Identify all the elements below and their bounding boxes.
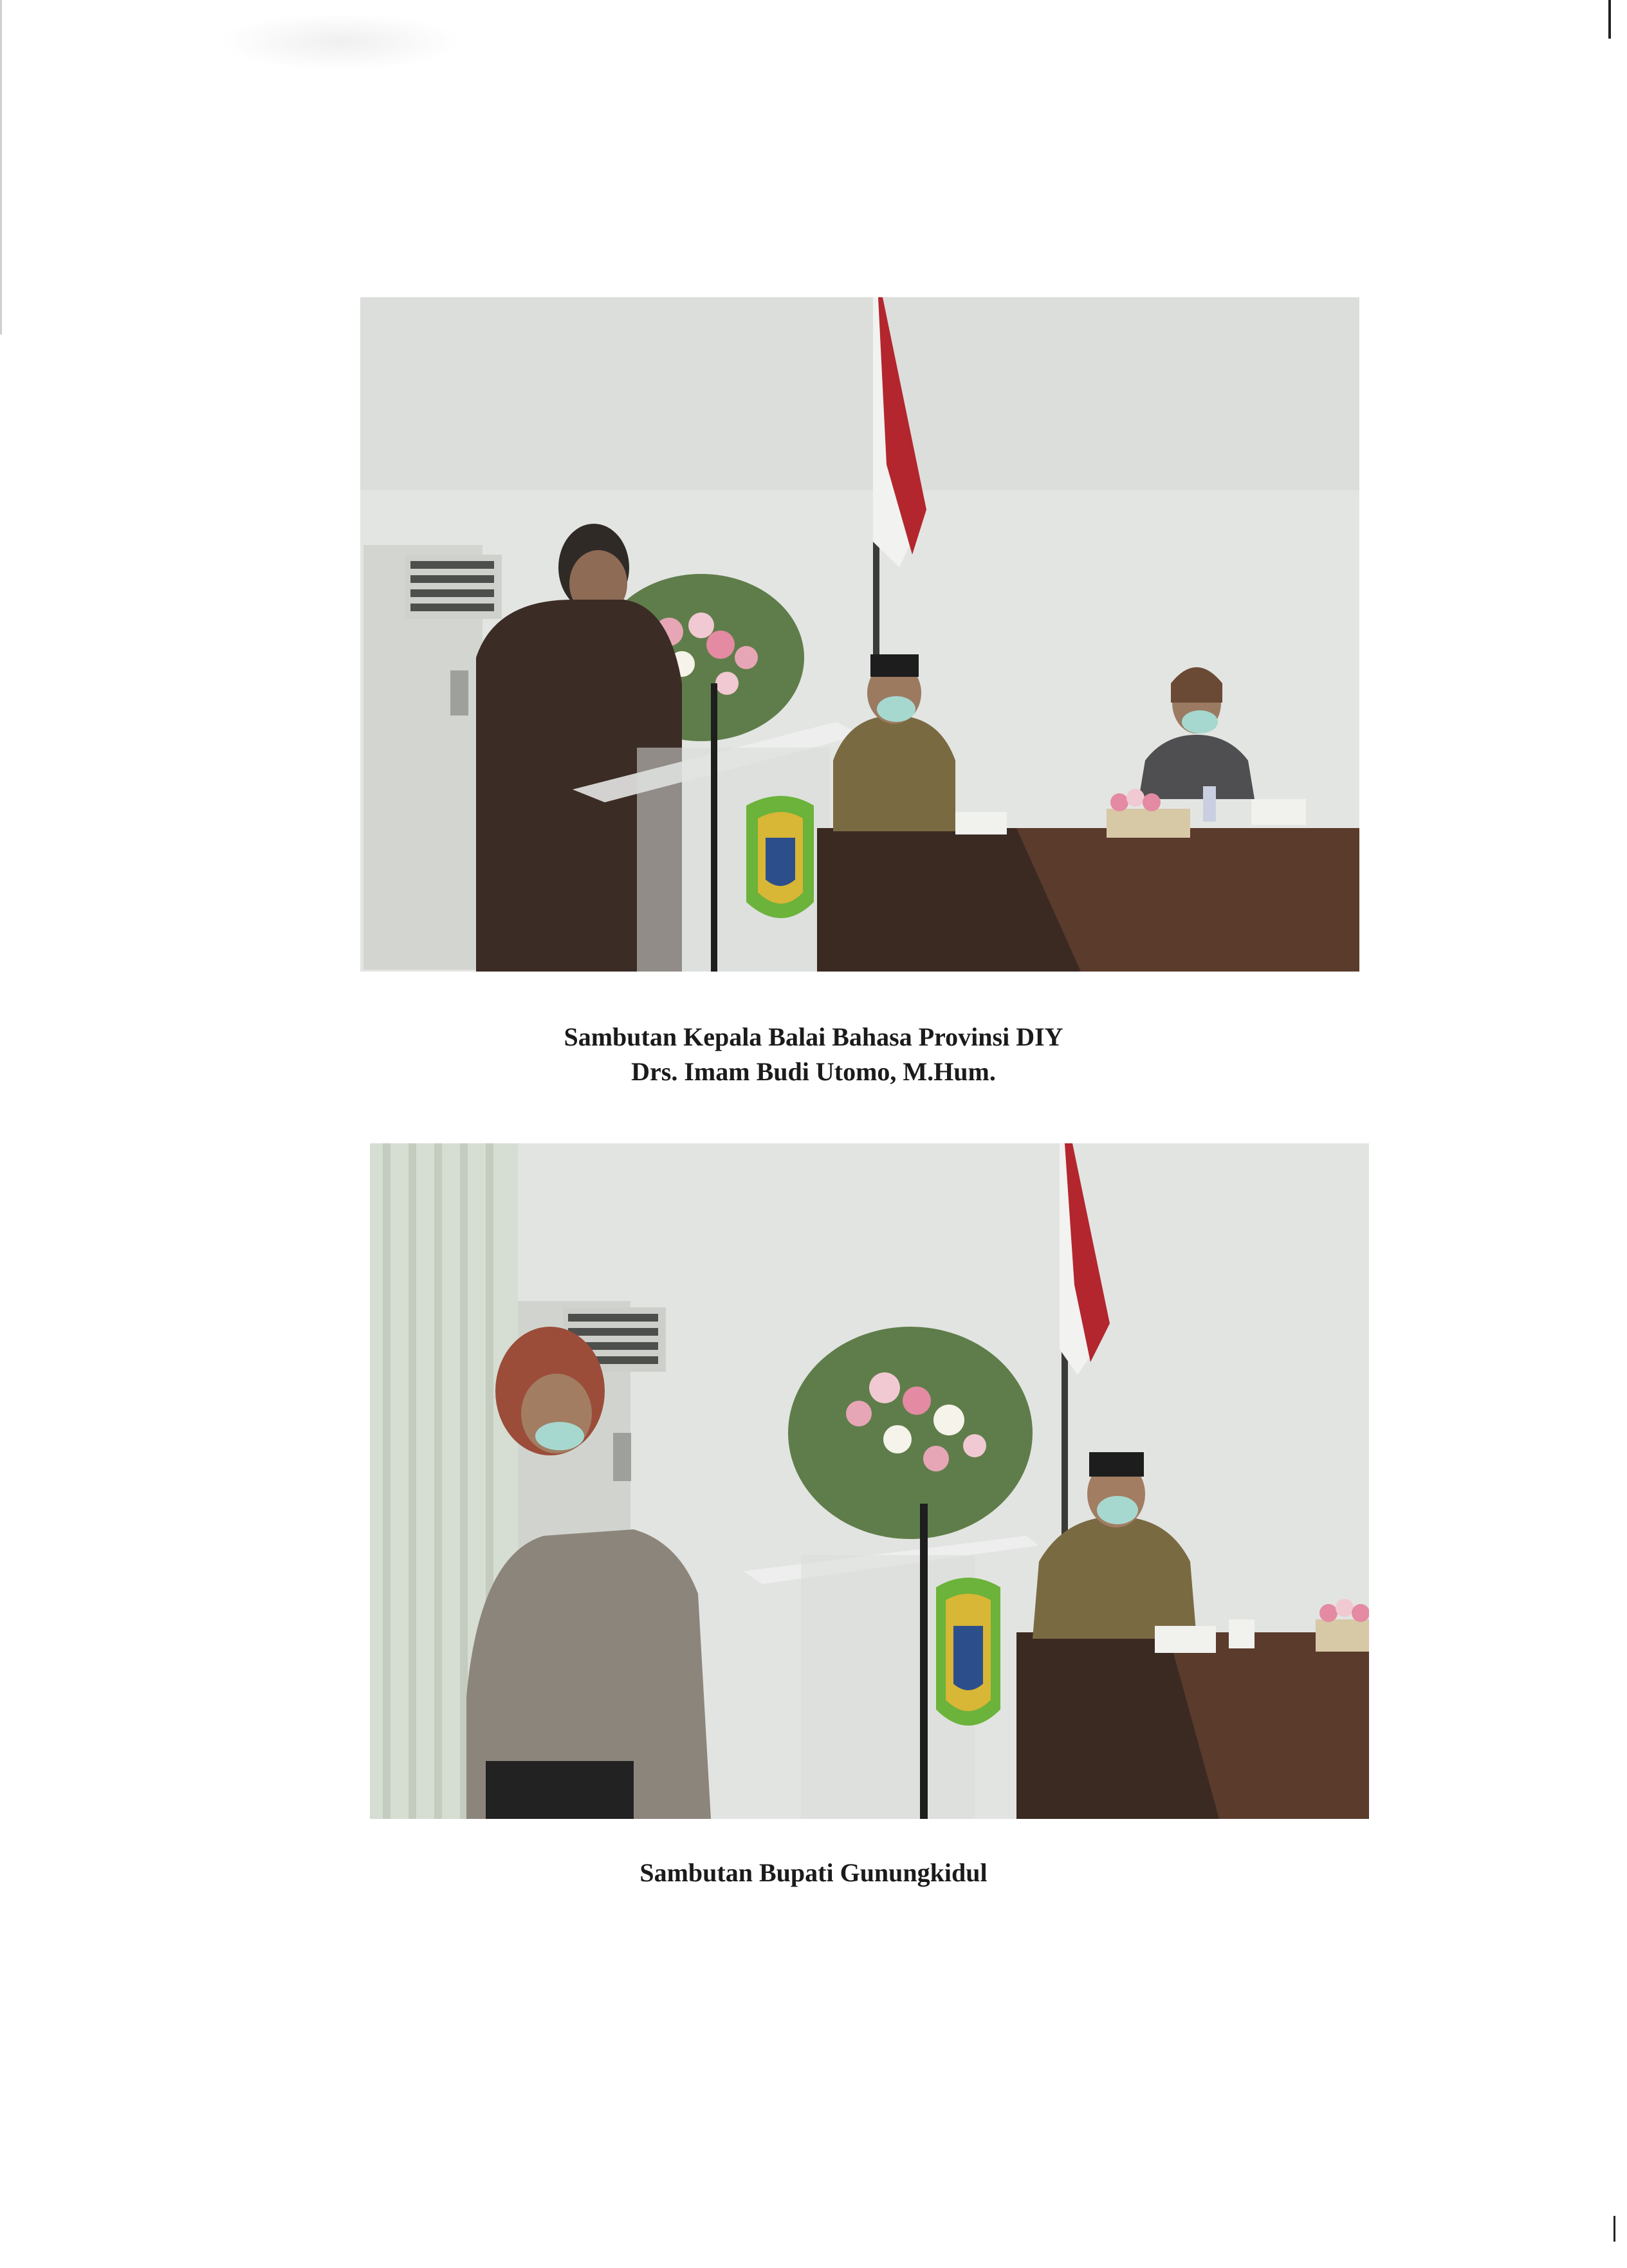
- caption-photo-2: [0, 1856, 1627, 1890]
- caption-photo-1-line-2: Drs. Imam Budi Utomo, M.Hum.: [631, 1057, 996, 1086]
- photo-kepala-balai-illustration: [360, 297, 1359, 972]
- caption-photo-2-line-1: Sambutan Bupati Gunungkidul: [639, 1858, 988, 1887]
- caption-photo-1: [0, 1020, 1627, 1089]
- scan-left-edge: [0, 0, 2, 335]
- photo-bupati-speech: [370, 1143, 1369, 1819]
- photo-kepala-balai-speech: [360, 297, 1359, 972]
- scan-mark-bottom-right: [1613, 2216, 1615, 2242]
- photo-bupati-illustration: [370, 1143, 1369, 1819]
- caption-photo-1-line-1: Sambutan Kepala Balai Bahasa Provinsi DIY: [564, 1022, 1063, 1051]
- scan-smudge: [219, 13, 463, 71]
- scan-mark-top-right: [1608, 0, 1611, 39]
